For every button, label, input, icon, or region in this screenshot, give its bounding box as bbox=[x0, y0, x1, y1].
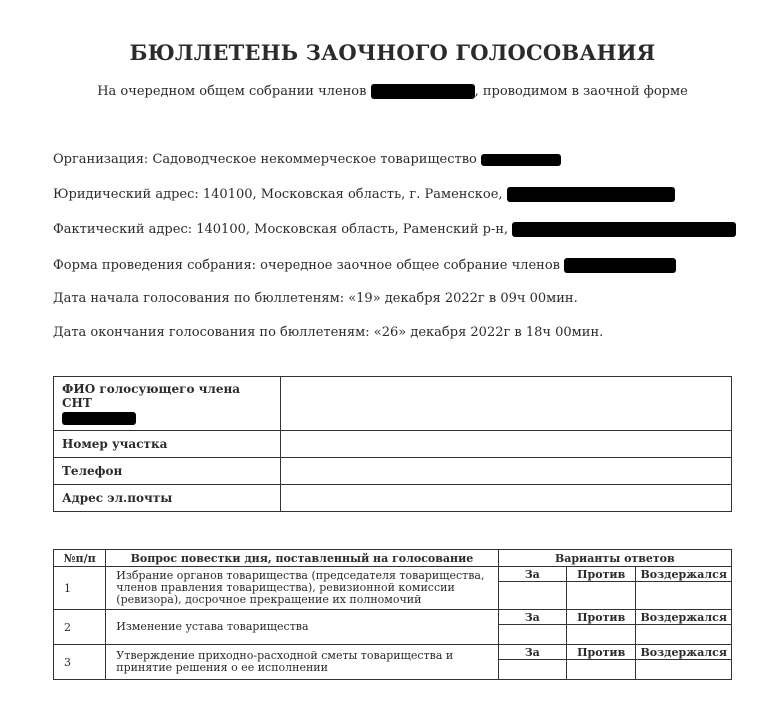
phone-label: Телефон bbox=[54, 458, 281, 485]
organization-text: Организация: Садоводческое некоммерческое товарищество bbox=[53, 152, 477, 167]
table-row bbox=[54, 610, 732, 625]
redaction-mark bbox=[564, 258, 676, 273]
row-question: Утверждение приходно-расходной сметы товарищества и принятие решения о ее исполнении bbox=[106, 645, 498, 680]
redaction-mark bbox=[481, 154, 561, 166]
col-options-header: Варианты ответов bbox=[498, 550, 731, 567]
col-question-header: Вопрос повестки дня, поставленный на голосование bbox=[106, 550, 498, 567]
actual-address-line bbox=[53, 222, 736, 237]
voter-name-field[interactable] bbox=[281, 377, 732, 431]
row-number: 2 bbox=[54, 610, 106, 645]
email-field[interactable] bbox=[281, 485, 732, 512]
document-subtitle bbox=[0, 84, 775, 99]
option-for-label: За bbox=[498, 645, 566, 660]
email-label: Адрес эл.почты bbox=[54, 485, 281, 512]
legal-address-line bbox=[53, 187, 675, 202]
row-question: Избрание органов товарищества (председателя товарищества, членов правления товарищества), ревизионной комиссии (ревизора), досрочное прекращение их полномочий bbox=[106, 567, 498, 610]
voter-name-label: ФИО голосующего члена СНТ bbox=[62, 382, 241, 410]
row-question: Изменение устава товарищества bbox=[106, 610, 498, 645]
row-number: 1 bbox=[54, 567, 106, 610]
vote-against-cell[interactable] bbox=[566, 625, 636, 645]
start-date-line: Дата начала голосования по бюллетеням: «19» декабря 2022г в 09ч 00мин. bbox=[53, 291, 578, 306]
plot-number-field[interactable] bbox=[281, 431, 732, 458]
subtitle-post: , проводимом в заочной форме bbox=[474, 84, 688, 99]
vote-abstain-cell[interactable] bbox=[636, 625, 732, 645]
redaction-mark bbox=[512, 222, 736, 237]
table-row bbox=[54, 567, 732, 582]
legal-address-text: Юридический адрес: 140100, Московская область, г. Раменское, bbox=[53, 187, 503, 202]
meeting-form-line bbox=[53, 258, 676, 273]
redaction-mark bbox=[62, 412, 136, 425]
end-date-line: Дата окончания голосования по бюллетеням: «26» декабря 2022г в 18ч 00мин. bbox=[53, 325, 604, 340]
organization-line bbox=[53, 152, 561, 167]
plot-number-label: Номер участка bbox=[54, 431, 281, 458]
option-abstain-label: Воздержался bbox=[636, 610, 732, 625]
vote-abstain-cell[interactable] bbox=[636, 582, 732, 610]
option-against-label: Против bbox=[566, 610, 636, 625]
row-number: 3 bbox=[54, 645, 106, 680]
vote-for-cell[interactable] bbox=[498, 625, 566, 645]
option-abstain-label: Воздержался bbox=[636, 645, 732, 660]
table-row bbox=[54, 645, 732, 660]
voter-name-label-cell bbox=[54, 377, 281, 431]
redaction-mark bbox=[371, 84, 475, 99]
redaction-mark bbox=[507, 187, 675, 202]
meeting-form-text: Форма проведения собрания: очередное заочное общее собрание членов bbox=[53, 258, 560, 273]
voting-table bbox=[53, 549, 732, 680]
option-abstain-label: Воздержался bbox=[636, 567, 732, 582]
vote-against-cell[interactable] bbox=[566, 660, 636, 680]
option-for-label: За bbox=[498, 567, 566, 582]
vote-for-cell[interactable] bbox=[498, 582, 566, 610]
col-number-header: №п/п bbox=[54, 550, 106, 567]
actual-address-text: Фактический адрес: 140100, Московская область, Раменский р-н, bbox=[53, 222, 509, 237]
vote-for-cell[interactable] bbox=[498, 660, 566, 680]
subtitle-pre: На очередном общем собрании членов bbox=[97, 84, 367, 99]
option-against-label: Против bbox=[566, 645, 636, 660]
option-against-label: Против bbox=[566, 567, 636, 582]
option-for-label: За bbox=[498, 610, 566, 625]
vote-abstain-cell[interactable] bbox=[636, 660, 732, 680]
phone-field[interactable] bbox=[281, 458, 732, 485]
document-title: БЮЛЛЕТЕНЬ ЗАОЧНОГО ГОЛОСОВАНИЯ bbox=[129, 40, 656, 65]
voter-info-table bbox=[53, 376, 732, 512]
vote-against-cell[interactable] bbox=[566, 582, 636, 610]
